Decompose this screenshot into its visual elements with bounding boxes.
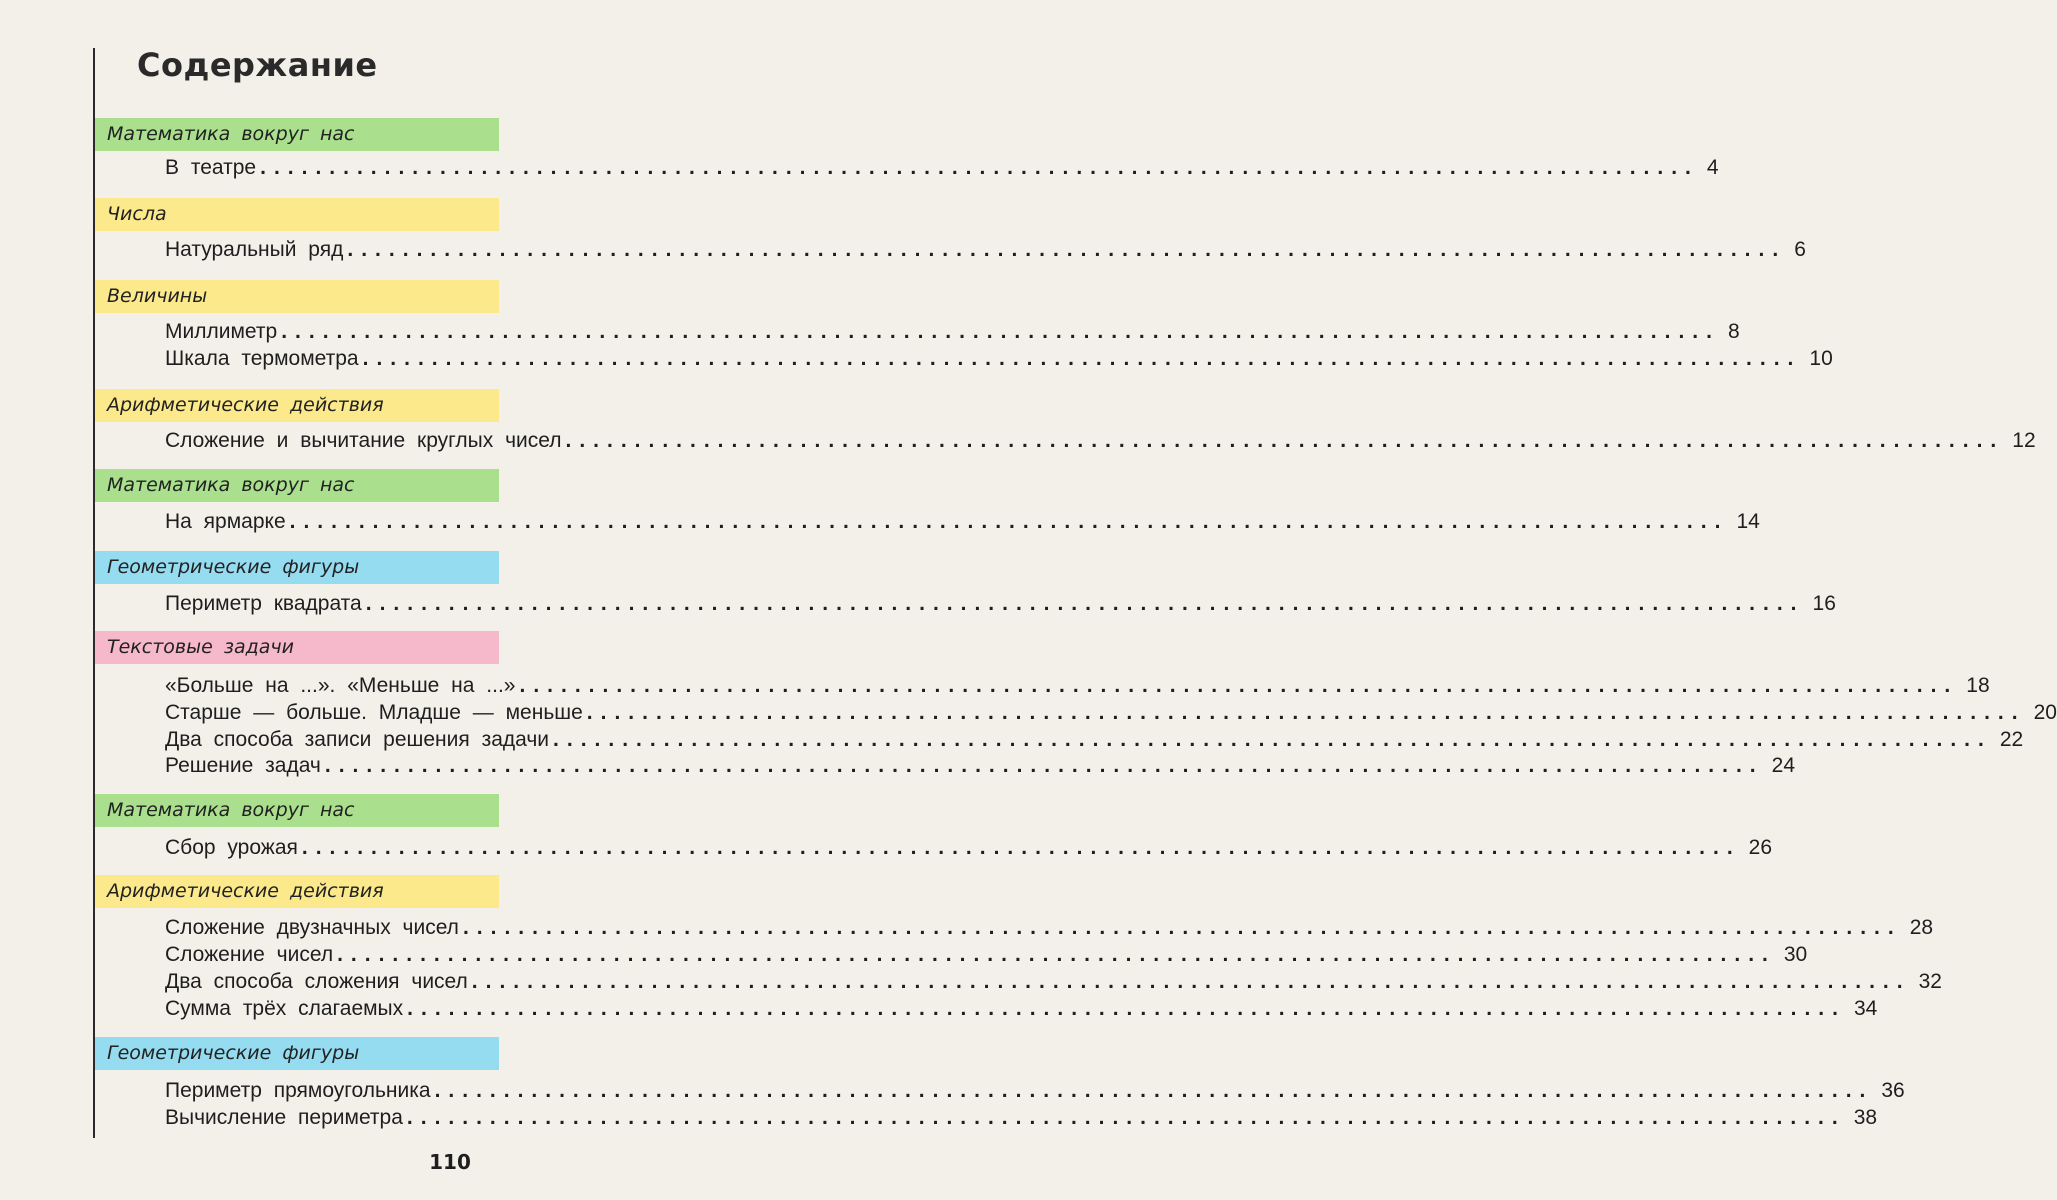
section-heading: Математика вокруг нас — [95, 794, 499, 827]
toc-entry-page: 38 — [1853, 1106, 1878, 1129]
dot-leader: ........................................................................................................ — [586, 701, 2026, 724]
section-heading: Арифметические действия — [95, 875, 499, 908]
dot-leader: ........................................................................................................ — [337, 943, 1776, 966]
toc-entry-page: 34 — [1853, 997, 1878, 1020]
toc-entry-label: Сбор урожая — [165, 836, 298, 859]
toc-entry[interactable] — [165, 1077, 1905, 1105]
toc-entry-label: Сложение двузначных чисел — [165, 916, 459, 939]
dot-leader: ........................................................................................................ — [365, 592, 1805, 615]
page-number: 110 — [429, 1150, 471, 1174]
dot-leader: ........................................................................................................ — [281, 320, 1720, 343]
toc-entry-label: Сложение и вычитание круглых чисел — [165, 429, 562, 452]
toc-entry-label: Миллиметр — [165, 320, 278, 343]
toc-entry-page: 30 — [1783, 943, 1808, 966]
toc-entry-label: Периметр прямоугольника — [165, 1079, 431, 1102]
toc-entry-page: 18 — [1966, 674, 1990, 697]
toc-entry-page: 14 — [1736, 510, 1760, 533]
dot-leader: ........................................................................................................ — [553, 728, 1992, 751]
toc-entry-label: На ярмарке — [165, 510, 286, 533]
dot-leader: ........................................................................................................ — [406, 1106, 1846, 1129]
toc-entry[interactable] — [165, 995, 1878, 1023]
toc-entry-label: Натуральный ряд — [165, 238, 344, 261]
toc-entry-page: 24 — [1771, 754, 1796, 777]
toc-entry[interactable] — [165, 941, 1808, 969]
toc-entry-page: 4 — [1706, 156, 1719, 179]
toc-entry-label: Вычисление периметра — [165, 1106, 403, 1129]
toc-entry[interactable] — [165, 1104, 1878, 1132]
toc-entry[interactable] — [165, 318, 1740, 346]
toc-entry-label: Два способа записи решения задачи — [165, 728, 550, 751]
toc-entry[interactable] — [165, 672, 1990, 700]
toc-entry-label: Старше — больше. Младше — меньше — [165, 701, 583, 724]
toc-entry-label: Два способа сложения чисел — [165, 970, 468, 993]
toc-entry[interactable] — [165, 154, 1719, 182]
toc-entry[interactable] — [165, 968, 1942, 996]
toc-entry-label: Периметр квадрата — [165, 592, 362, 615]
toc-entry-label: Шкала термометра — [165, 347, 359, 370]
toc-entry[interactable] — [165, 699, 2057, 727]
section-heading: Геометрические фигуры — [95, 1037, 499, 1070]
dot-leader: ........................................................................................................ — [471, 970, 1911, 993]
section-heading: Математика вокруг нас — [95, 469, 499, 502]
toc-entry-page: 22 — [1999, 728, 2024, 751]
toc-entry-page: 8 — [1727, 320, 1740, 343]
section-heading: Математика вокруг нас — [95, 118, 499, 151]
toc-entry[interactable] — [165, 590, 1836, 618]
toc-entry-label: Сложение чисел — [165, 943, 334, 966]
dot-leader: ........................................................................................................ — [462, 916, 1902, 939]
toc-entry[interactable] — [165, 752, 1796, 780]
toc-entry-label: Сумма трёх слагаемых — [165, 997, 404, 1020]
dot-leader: ........................................................................................................ — [434, 1079, 1874, 1102]
toc-entry[interactable] — [165, 236, 1806, 264]
toc-entry-page: 12 — [2012, 429, 2036, 452]
toc-entry[interactable] — [165, 345, 1833, 373]
toc-entry[interactable] — [165, 834, 1773, 862]
toc-entry-page: 20 — [2033, 701, 2057, 724]
dot-leader: ........................................................................................................ — [407, 997, 1846, 1020]
toc-entry[interactable] — [165, 914, 1934, 942]
dot-leader: ........................................................................................................ — [347, 238, 1787, 261]
section-heading: Величины — [95, 280, 499, 313]
dot-leader: ........................................................................................................ — [301, 836, 1741, 859]
toc-entry[interactable] — [165, 508, 1760, 536]
toc-entry-label: «Больше на ...». «Меньше на ...» — [165, 674, 516, 697]
dot-leader: ........................................................................................................ — [362, 347, 1802, 370]
page-title: Содержание — [137, 46, 378, 84]
toc-entry-label: В театре — [165, 156, 257, 179]
toc-entry[interactable] — [165, 427, 2036, 455]
toc-entry-label: Решение задач — [165, 754, 321, 777]
toc-entry[interactable] — [165, 726, 2024, 754]
dot-leader: ........................................................................................................ — [565, 429, 2005, 452]
dot-leader: ........................................................................................................ — [289, 510, 1729, 533]
section-heading: Числа — [95, 198, 499, 231]
dot-leader: ........................................................................................................ — [519, 674, 1959, 697]
toc-entry-page: 32 — [1918, 970, 1942, 993]
toc-entry-page: 28 — [1909, 916, 1934, 939]
toc-entry-page: 16 — [1812, 592, 1836, 615]
toc-entry-page: 10 — [1809, 347, 1833, 370]
toc-entry-page: 6 — [1794, 238, 1806, 261]
section-heading: Арифметические действия — [95, 389, 499, 422]
toc-entry-page: 36 — [1881, 1079, 1905, 1102]
section-heading: Геометрические фигуры — [95, 551, 499, 584]
dot-leader: ........................................................................................................ — [260, 156, 1699, 179]
dot-leader: ........................................................................................................ — [324, 754, 1764, 777]
toc-entry-page: 26 — [1748, 836, 1773, 859]
section-heading: Текстовые задачи — [95, 631, 499, 664]
